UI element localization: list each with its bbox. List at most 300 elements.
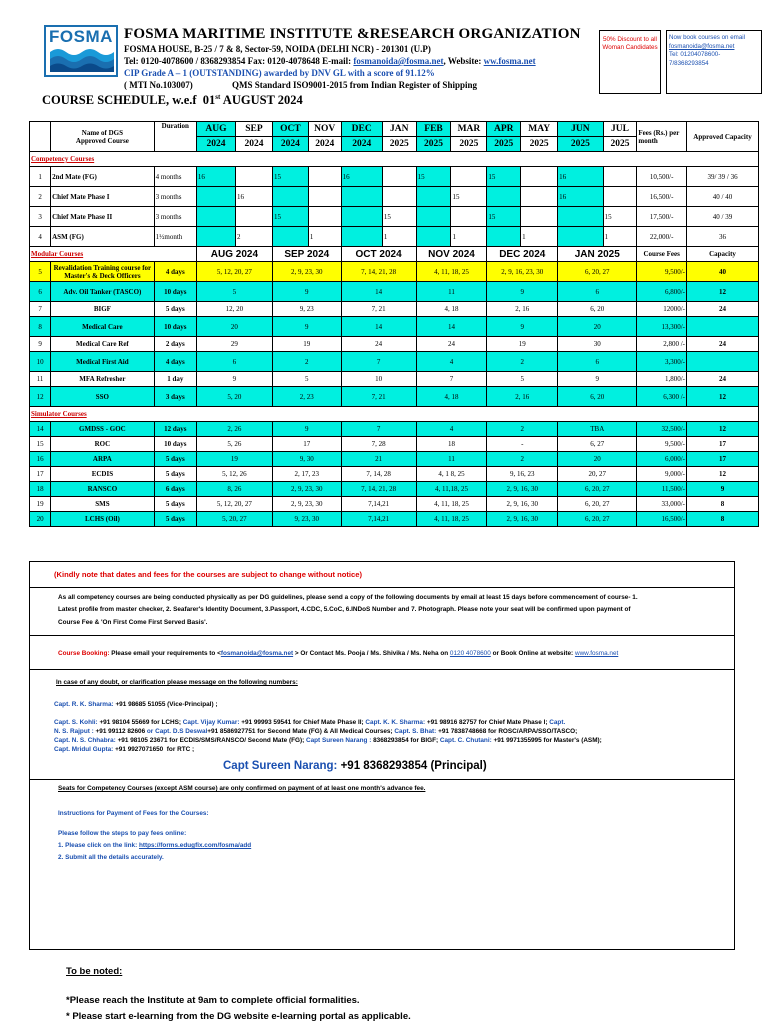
month-header: JAN 2025: [558, 247, 637, 262]
date-cell: 4, 11, 18, 25: [416, 497, 487, 512]
course-capacity: 8: [687, 512, 759, 527]
date-cell: [382, 187, 416, 207]
date-cell: 9, 23, 30: [272, 512, 341, 527]
header-row: [30, 122, 759, 137]
date-cell: 16: [196, 167, 235, 187]
fosma-logo: [44, 25, 118, 77]
step-2: 2. Submit all the details accurately.: [58, 854, 164, 861]
date-cell: [382, 167, 416, 187]
course-name: BIGF: [51, 302, 155, 317]
date-cell: 14: [416, 317, 487, 337]
course-capacity: 12: [687, 422, 759, 437]
course-capacity: 17: [687, 437, 759, 452]
date-cell: 7, 28: [341, 437, 416, 452]
date-cell: 2, 9, 23, 30: [272, 497, 341, 512]
header-approved-course: Approved Course: [75, 136, 129, 145]
date-cell: TBA: [558, 422, 637, 437]
date-cell: 4, 11, 18, 25: [416, 262, 487, 282]
date-cell: 9: [272, 422, 341, 437]
row-number: 16: [30, 452, 51, 467]
course-name: LCHS (Oil): [51, 512, 155, 527]
section-competency: Competency Courses: [30, 152, 759, 167]
doubt-heading: In case of any doubt, or clarification please message on the following numbers:: [56, 679, 298, 686]
date-cell: 7, 21: [341, 387, 416, 407]
date-cell: [416, 227, 451, 247]
contact-line: [124, 56, 536, 66]
date-cell: [521, 207, 558, 227]
date-cell: 29: [196, 337, 272, 352]
date-cell: 19: [272, 337, 341, 352]
date-cell: 7,14,21: [341, 497, 416, 512]
date-cell: 2, 16: [487, 302, 558, 317]
section-simulator: Simulator Courses: [30, 407, 759, 422]
course-schedule-table: [29, 121, 759, 527]
course-duration: 4 days: [154, 352, 196, 372]
month-header: FEB: [416, 122, 451, 137]
date-cell: 7: [341, 352, 416, 372]
date-cell: 6, 20, 27: [558, 512, 637, 527]
course-fees: 16,500/-: [637, 187, 687, 207]
date-cell: 11: [416, 282, 487, 302]
date-cell: [341, 207, 382, 227]
date-cell: 1: [382, 227, 416, 247]
header-course: [51, 122, 155, 152]
course-duration: 3 months: [154, 207, 196, 227]
date-cell: 6, 20, 27: [558, 262, 637, 282]
year-header: 2025: [382, 137, 416, 152]
steps-title: Please follow the steps to pay fees online:: [58, 830, 187, 837]
date-cell: 2: [272, 352, 341, 372]
month-header: OCT 2024: [341, 247, 416, 262]
year-header: 2025: [558, 137, 603, 152]
row-number: 4: [30, 227, 51, 247]
date-cell: 4, 18: [416, 302, 487, 317]
course-duration: 10 days: [154, 282, 196, 302]
course-name: ROC: [51, 437, 155, 452]
course-duration: 4 months: [154, 167, 196, 187]
row-number: 8: [30, 317, 51, 337]
date-cell: 4: [416, 422, 487, 437]
step-1: [58, 841, 251, 851]
course-name: SMS: [51, 497, 155, 512]
date-cell: 2: [487, 452, 558, 467]
month-header: MAR: [451, 122, 487, 137]
course-name: SSO: [51, 387, 155, 407]
date-cell: [308, 207, 341, 227]
date-cell: 5: [487, 372, 558, 387]
booking-box-tel: Tel: 01204078600-7/8368293854: [669, 51, 721, 67]
course-duration: 6 days: [154, 482, 196, 497]
course-capacity: 9: [687, 482, 759, 497]
date-cell: 2, 9, 23, 30: [272, 262, 341, 282]
table-row: [30, 387, 759, 407]
table-row: [30, 227, 759, 247]
date-cell: 9: [487, 282, 558, 302]
year-header: 2024: [272, 137, 308, 152]
month-header: APR: [487, 122, 521, 137]
date-cell: [487, 227, 521, 247]
date-cell: 16: [558, 187, 603, 207]
row-number: 6: [30, 282, 51, 302]
course-duration: 3 days: [154, 387, 196, 407]
date-cell: 7, 14, 28: [341, 467, 416, 482]
header-capacity: Approved Capacity: [687, 122, 759, 152]
course-fees: 1,800/-: [637, 372, 687, 387]
course-name: ARPA: [51, 452, 155, 467]
date-cell: 30: [558, 337, 637, 352]
section-row: [30, 407, 759, 422]
course-duration: 5 days: [154, 467, 196, 482]
booking-website-link[interactable]: www.fosma.net: [574, 650, 619, 657]
date-cell: 9, 16, 23: [487, 467, 558, 482]
header-capacity: Capacity: [687, 247, 759, 262]
date-cell: 5: [196, 282, 272, 302]
date-cell: 1: [451, 227, 487, 247]
footer-note-2: * Please start e-learning from the DG website e-learning portal as applicable.: [66, 1011, 411, 1022]
date-cell: [521, 167, 558, 187]
contact-5: Capt. Mridul Gupta: +91 9927071650 for RTC ;: [54, 746, 195, 753]
booking-text: Please email your requirements to <: [109, 650, 221, 657]
payment-link[interactable]: https://forms.edugfix.com/fosma/add: [138, 842, 252, 849]
table-row: [30, 282, 759, 302]
date-cell: 20: [196, 317, 272, 337]
course-fees: 16,500/-: [637, 512, 687, 527]
schedule-title: COURSE SCHEDULE, w.e.f 01st AUGUST 2024: [42, 93, 303, 108]
date-cell: 5, 12, 26: [196, 467, 272, 482]
date-cell: 7: [341, 422, 416, 437]
date-cell: 2, 9, 16, 30: [487, 497, 558, 512]
physical-note-2: Latest profile from master checker, 2. Seafarer's Identity Document, 3.Passport, 4.CDC, 5.CoC, 6.INDoS Number and 7. Photograph. Please note your seat will be confirmed upon payment of: [58, 606, 631, 613]
date-cell: [487, 187, 521, 207]
month-header: JUL: [603, 122, 637, 137]
contact-text: Tel: 0120-4078600 / 8368293854 Fax: 0120-4078648 E-mail:: [124, 56, 352, 66]
divider: [30, 779, 734, 780]
year-header: 2024: [235, 137, 272, 152]
year-header: 2025: [451, 137, 487, 152]
date-cell: 14: [341, 282, 416, 302]
date-cell: 15: [451, 187, 487, 207]
date-cell: 7, 14, 21, 28: [341, 482, 416, 497]
disclaimer: (Kindly note that dates and fees for the courses are subject to change without notice): [54, 570, 363, 579]
date-cell: 4: [416, 352, 487, 372]
course-name: Medical First Aid: [51, 352, 155, 372]
date-cell: 11: [416, 452, 487, 467]
date-cell: [603, 187, 637, 207]
date-cell: 2: [235, 227, 272, 247]
booking-line: [58, 649, 618, 659]
date-cell: 6, 20, 27: [558, 497, 637, 512]
mti-number: ( MTI No.103007): [124, 80, 193, 90]
date-cell: [308, 167, 341, 187]
row-number: 7: [30, 302, 51, 317]
date-cell: 9: [558, 372, 637, 387]
booking-phone[interactable]: 0120 4078600: [449, 650, 491, 657]
table-row: [30, 467, 759, 482]
row-number: 12: [30, 387, 51, 407]
date-cell: 1: [521, 227, 558, 247]
course-fees: 22,000/-: [637, 227, 687, 247]
booking-box-email[interactable]: fosmanoida@fosma.net: [669, 42, 735, 50]
date-cell: [196, 187, 235, 207]
table-row: [30, 437, 759, 452]
website-link[interactable]: ww.fosma.net: [483, 56, 536, 66]
date-cell: 12, 20: [196, 302, 272, 317]
year-header: 2025: [603, 137, 637, 152]
course-capacity: 17: [687, 452, 759, 467]
date-cell: 1: [308, 227, 341, 247]
date-cell: 5, 12, 20, 27: [196, 262, 272, 282]
date-cell: 5: [272, 372, 341, 387]
course-name: ECDIS: [51, 467, 155, 482]
header-duration: Duration: [154, 122, 196, 152]
physical-note-3: Course Fee & 'On First Come First Served Basis'.: [58, 619, 208, 626]
course-fees: 10,500/-: [637, 167, 687, 187]
date-cell: [196, 227, 235, 247]
table-row: [30, 512, 759, 527]
date-cell: 5, 12, 20, 27: [196, 497, 272, 512]
course-fees: 33,000/-: [637, 497, 687, 512]
course-fees: 2,800 /-: [637, 337, 687, 352]
contact-3: N. S. Rajput : +91 99112 82606 or Capt. D.S Deswal+91 8586927751 for Second Mate (FG) & All Medical Courses; Capt. S. Bhat: +91 7838748668 for ROSC/ARPA/SSO/TASCO;: [54, 728, 578, 735]
footer-note-1: *Please reach the Institute at 9am to complete official formalities.: [66, 995, 360, 1006]
section-modular: Modular Courses: [30, 247, 197, 262]
date-cell: 2, 9, 16, 30: [487, 512, 558, 527]
divider: [30, 635, 734, 636]
course-name: GMDSS - GOC: [51, 422, 155, 437]
month-header: NOV: [308, 122, 341, 137]
date-cell: 20: [558, 317, 637, 337]
wave-icon: [50, 44, 114, 72]
course-name: Medical Care Ref: [51, 337, 155, 352]
course-fees: 3,300/-: [637, 352, 687, 372]
date-cell: 2, 9, 16, 23, 30: [487, 262, 558, 282]
date-cell: [235, 207, 272, 227]
course-capacity: 36: [687, 227, 759, 247]
date-cell: 15: [382, 207, 416, 227]
table-row: [30, 187, 759, 207]
course-name: Chief Mate Phase I: [51, 187, 155, 207]
date-cell: 20, 27: [558, 467, 637, 482]
course-fees: 9,500/-: [637, 262, 687, 282]
course-name: Adv. Oil Tanker (TASCO): [51, 282, 155, 302]
org-name: FOSMA MARITIME INSTITUTE &RESEARCH ORGANIZATION: [124, 26, 581, 42]
date-cell: 18: [416, 437, 487, 452]
header-cell: [30, 122, 51, 152]
date-cell: [341, 227, 382, 247]
date-cell: 2, 16: [487, 387, 558, 407]
course-capacity: 24: [687, 302, 759, 317]
course-duration: 1 day: [154, 372, 196, 387]
course-duration: 1½month: [154, 227, 196, 247]
course-capacity: 8: [687, 497, 759, 512]
date-cell: [451, 167, 487, 187]
date-cell: 6, 27: [558, 437, 637, 452]
date-cell: 16: [235, 187, 272, 207]
divider: [30, 669, 734, 670]
booking-box: [666, 30, 762, 94]
course-fees: 12000/-: [637, 302, 687, 317]
course-capacity: 40 / 39: [687, 207, 759, 227]
row-number: 15: [30, 437, 51, 452]
course-capacity: 12: [687, 282, 759, 302]
principal-contact: Capt Sureen Narang: +91 8368293854 (Principal): [223, 760, 487, 772]
course-duration: 10 days: [154, 317, 196, 337]
course-name: RANSCO: [51, 482, 155, 497]
date-cell: 2: [487, 422, 558, 437]
date-cell: 8, 26: [196, 482, 272, 497]
booking-email-link[interactable]: fosmanoida@fosma.net: [220, 650, 294, 657]
date-cell: 10: [341, 372, 416, 387]
date-cell: 19: [196, 452, 272, 467]
course-capacity: 40: [687, 262, 759, 282]
date-cell: 7: [416, 372, 487, 387]
course-capacity: 12: [687, 387, 759, 407]
date-cell: 6, 20, 27: [558, 482, 637, 497]
date-cell: 1: [603, 227, 637, 247]
course-duration: 10 days: [154, 437, 196, 452]
course-fees: 6,000/-: [637, 452, 687, 467]
date-cell: 6, 20: [558, 302, 637, 317]
date-cell: 2, 9, 23, 30: [272, 482, 341, 497]
month-header: JAN: [382, 122, 416, 137]
year-header: 2025: [487, 137, 521, 152]
date-cell: [341, 187, 382, 207]
date-cell: 24: [341, 337, 416, 352]
course-name: MFA Refresher: [51, 372, 155, 387]
month-header: DEC: [341, 122, 382, 137]
section-row: [30, 152, 759, 167]
date-cell: 17: [272, 437, 341, 452]
course-fees: 6,800/-: [637, 282, 687, 302]
date-cell: 7, 14, 21, 28: [341, 262, 416, 282]
date-cell: 6: [558, 282, 637, 302]
table-row: [30, 337, 759, 352]
table-row: [30, 262, 759, 282]
month-header: SEP 2024: [272, 247, 341, 262]
month-header: DEC 2024: [487, 247, 558, 262]
date-cell: 5, 20: [196, 387, 272, 407]
course-duration: 5 days: [154, 302, 196, 317]
date-cell: 15: [272, 207, 308, 227]
logo-text: FOSMA: [49, 27, 113, 46]
booking-text-2: > Or Contact Ms. Pooja / Ms. Shivika / Ms. Neha on: [293, 650, 450, 657]
date-cell: 9: [487, 317, 558, 337]
date-cell: 9: [272, 317, 341, 337]
date-cell: [451, 207, 487, 227]
date-cell: 9, 30: [272, 452, 341, 467]
address: FOSMA HOUSE, B-25 / 7 & 8, Sector-59, NOIDA (DELHI NCR) - 201301 (U.P): [124, 44, 431, 54]
date-cell: 4, 11, 18, 25: [416, 512, 487, 527]
date-cell: [308, 187, 341, 207]
course-fees: 32,500/-: [637, 422, 687, 437]
course-capacity: 24: [687, 372, 759, 387]
date-cell: [558, 227, 603, 247]
row-number: 1: [30, 167, 51, 187]
date-cell: 5, 26: [196, 437, 272, 452]
date-cell: 7, 21: [341, 302, 416, 317]
notes-box: [29, 561, 735, 950]
course-fees: 13,300/-: [637, 317, 687, 337]
date-cell: 2: [487, 352, 558, 372]
row-number: 3: [30, 207, 51, 227]
course-capacity: 12: [687, 467, 759, 482]
course-name: 2nd Mate (FG): [51, 167, 155, 187]
email-link[interactable]: fosmanoida@fosma.net: [353, 56, 444, 66]
date-cell: 15: [487, 167, 521, 187]
table-row: [30, 317, 759, 337]
course-fees: 9,000/-: [637, 467, 687, 482]
table-row: [30, 452, 759, 467]
header-name-of-dgs: Name of DGS: [81, 128, 123, 137]
date-cell: 16: [341, 167, 382, 187]
date-cell: [235, 167, 272, 187]
qms-standard: QMS Standard ISO9001-2015 from Indian Register of Shipping: [232, 80, 477, 90]
row-number: 18: [30, 482, 51, 497]
seats-note: Seats for Competency Courses (except ASM course) are only confirmed on payment of at least one month's advance fee.: [58, 785, 426, 792]
row-number: 19: [30, 497, 51, 512]
row-number: 10: [30, 352, 51, 372]
row-number: 17: [30, 467, 51, 482]
year-header: 2025: [416, 137, 451, 152]
month-header: AUG 2024: [196, 247, 272, 262]
table-row: [30, 372, 759, 387]
header-fees: Fees (Rs.) per month: [637, 122, 687, 152]
course-duration: 4 days: [154, 262, 196, 282]
to-be-noted: To be noted:: [66, 966, 123, 977]
course-name: Medical Care: [51, 317, 155, 337]
date-cell: 15: [416, 167, 451, 187]
date-cell: 6: [196, 352, 272, 372]
booking-label: Course Booking:: [58, 650, 110, 657]
date-cell: [416, 207, 451, 227]
row-number: 20: [30, 512, 51, 527]
contact-2: Capt. S. Kohli: +91 98104 55669 for LCHS; Capt. Vijay Kumar: +91 99993 59541 for Chief Mate Phase II; Capt. K. K. Sharma: +91 98916 82757 for Chief Mate Phase I; Capt.: [54, 719, 566, 726]
booking-text-3: or Book Online at website:: [490, 650, 575, 657]
course-name: Revalidation Training course for Master's & Deck Officers: [51, 262, 155, 282]
course-capacity: [687, 352, 759, 372]
month-header: AUG: [196, 122, 235, 137]
course-duration: 12 days: [154, 422, 196, 437]
month-header: MAY: [521, 122, 558, 137]
date-cell: 20: [558, 452, 637, 467]
year-header: 2025: [521, 137, 558, 152]
date-cell: 6, 20: [558, 387, 637, 407]
contact-4: Capt. N. S. Chhabra: +91 98105 23671 for ECDIS/SMS/RANSCO/ Second Mate (FG); Capt Sureen Narang : 8368293854 for BIGF; Capt. C. Chutani: +91 9971355995 for Master's (ASM);: [54, 737, 602, 744]
table-row: [30, 167, 759, 187]
row-number: 14: [30, 422, 51, 437]
table-row: [30, 207, 759, 227]
table-row: [30, 497, 759, 512]
cip-grade: CIP Grade A – 1 (OUTSTANDING) awarded by DNV GL with a score of 91.12%: [124, 68, 435, 78]
course-fees: 6,300 /-: [637, 387, 687, 407]
table-row: [30, 482, 759, 497]
date-cell: 15: [603, 207, 637, 227]
month-header: JUN: [558, 122, 603, 137]
date-cell: 2, 23: [272, 387, 341, 407]
date-cell: [521, 187, 558, 207]
date-cell: [558, 207, 603, 227]
date-cell: 4, 11,18, 25: [416, 482, 487, 497]
course-fees: 9,500/-: [637, 437, 687, 452]
course-name: Chief Mate Phase II: [51, 207, 155, 227]
discount-box: 50% Discount to all Woman Candidates: [599, 30, 661, 94]
contact-1: Capt. R. K. Sharma: +91 98685 51055 (Vice-Principal) ;: [54, 701, 218, 708]
date-cell: 9: [272, 282, 341, 302]
row-number: 2: [30, 187, 51, 207]
date-cell: 16: [558, 167, 603, 187]
step-1-text: 1. Please click on the link:: [58, 842, 139, 849]
date-cell: 2, 9, 16, 30: [487, 482, 558, 497]
